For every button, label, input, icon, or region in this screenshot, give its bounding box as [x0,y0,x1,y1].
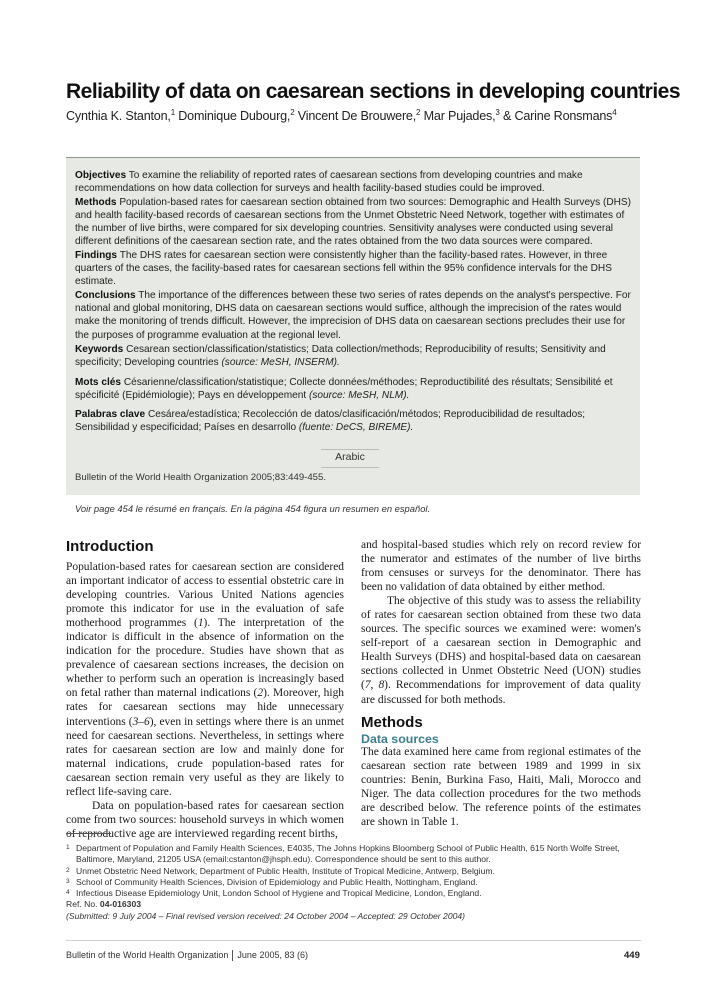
objectives-text: To examine the reliability of reported rates of caesarean sections from developing countries and make recommendations on how data collection for surveys and health facility-based studies could be improved. [75,170,583,195]
submission-dates: (Submitted: 9 July 2004 – Final revised version received: 24 October 2004 – Accepted: 29 October 2004) [66,910,466,921]
footnote-number: 1 [66,844,70,851]
issue-info: June 2005, 83 (6) [237,950,308,960]
reference-link[interactable]: 2 [257,687,264,700]
footnote [66,877,641,888]
footnote-text: Infectious Disease Epidemiology Unit, London School of Hygiene and Tropical Medicine, London, England. [76,888,482,899]
page-number: 449 [624,950,640,961]
footnote-text: Department of Population and Family Health Sciences, E4035, The Johns Hopkins Bloomberg School of Public Health, 615 North Wolfe Street, Baltimore, Maryland, 21205 USA (email:cstanton@jhsph.edu). Correspondence should be sent to this author. [76,843,620,865]
intro-paragraph: The objective of this study was to assess the reliability of rates for caesarean section obtained from these two data sources. The specific sources we examined were: women's self-report of a caesarean section in Demographic and Health Surveys (DHS) and hospital-based data on caesarean sections collected in Unmet Obstetric Need (UON) studies (7, 8). Recommendations for improvement of data quality are discussed for both methods. [361,595,641,706]
author-name: Vincent De Brouwere, [297,109,417,124]
ref-no-label: Ref. No. [66,899,98,910]
footnote [66,866,641,877]
footnote-text: School of Community Health Sciences, Division of Epidemiology and Public Health, Nottingham, England. [76,876,478,887]
conclusions-label: Conclusions [75,289,136,301]
footnote-number: 3 [66,877,70,885]
keywords-text: Cesarean section/classification/statistics; Data collection/methods; Reproducibility of results; Sensitivity and specificity; Developing countries [75,344,606,369]
introduction-heading: Introduction [66,538,154,555]
intro-paragraph: Data on population-based rates for caesarean section come from two sources: household surveys in which women of reproductive age are interviewed regarding recent births, [66,799,344,840]
footnote-divider [66,833,111,834]
footnote-number: 4 [66,889,70,897]
abstract-objectives [75,169,632,196]
right-column-top [361,538,641,707]
affiliation-marker: 1 [170,108,175,117]
article-title: Reliability of data on caesarean sections in developing countries [66,80,681,103]
intro-paragraph-continued: and hospital-based studies which rely on record review for the numerator and estimates of the number of live births from censuses or surveys for the denominator. There has been no validation of data obtained by either method. [361,539,641,594]
keywords-es [75,408,632,435]
reference-number [66,899,641,910]
author-list [66,108,676,123]
reference-link[interactable]: 8 [378,679,385,692]
keywords-source: (source: MeSH, INSERM). [221,357,340,369]
reference-link[interactable]: 7 [364,679,371,692]
methods-heading: Methods [361,714,423,731]
footnote-number: 2 [66,866,70,874]
author-name: Dominique Dubourg, [178,109,291,124]
keywords-section [75,343,632,441]
left-column [66,560,344,841]
author-name: & Carine Ronsmans [502,109,613,124]
footnote [66,888,641,899]
affiliation-marker: 2 [290,108,295,117]
affiliation-marker: 3 [495,108,500,117]
affiliation-marker: 2 [416,108,421,117]
footnote-text: Unmet Obstetric Need Network, Department of Public Health, Institute of Tropical Medicine, Antwerp, Belgium. [76,865,495,876]
footer-separator [232,950,233,961]
citation: Bulletin of the World Health Organization 2005;83:449-455. [75,472,327,483]
journal-name: Bulletin of the World Health Organization [66,950,229,960]
conclusions-text: The importance of the differences between these two series of rates depends on the analyst's perspective. For national and global monitoring, DHS data on caesarean sections would suffice, although the imprecision of the rates would make the monitoring of trends difficult. However, the imprecision of DHS data on caesarean sections precludes their use for the purposes of programme evaluation at the regional level. [75,289,631,341]
mots-cles-source: (source: MeSH, NLM). [308,389,410,401]
intro-paragraph: Population-based rates for caesarean section are considered an important indicator of access to essential obstetric care in developing countries. Various United Nations agencies promote this indicator for use in the evaluation of safe motherhood programmes (1). The interpretation of the indicator is difficult in the absence of information on the indication for the procedure. Studies have shown that as prevalence of caesarean sections increases, the decision on whether to perform such an operation is increasingly based on fetal rather than maternal indications (2). Moreover, high rates for caesarean sections may hide unnecessary interventions (3–6), even in settings where there is an unmet need for caesarean sections. Nevertheless, in settings where rates for caesarean section are low and mainly done for maternal indications, crude population-based rates for caesarean section remain very useful as they are likely to reflect life-saving care. [66,561,345,798]
findings-text: The DHS rates for caesarean section were consistently higher than the facility-based rates. However, in three quarters of the cases, the facility-based rates for caesarean sections fell within the 95% confidence intervals for the DHS estimate. [75,249,612,288]
arabic-abstract-link[interactable]: Arabic [321,451,379,468]
author-name: Cynthia K. Stanton, [66,109,171,124]
findings-label: Findings [75,249,118,261]
palabras-clave-source: (fuente: DeCS, BIREME). [298,422,414,434]
author-name: Mar Pujades, [423,109,496,124]
translation-note: Voir page 454 le résumé en français. En la página 454 figura un resumen en español. [75,503,431,514]
arabic-divider [321,449,379,450]
objectives-label: Objectives [75,170,127,181]
palabras-clave-text: Cesárea/estadística; Recolección de datos/clasificación/métodos; Reproducibilidad de resultados; Sensibilidad y especificidad; Países en desarrollo [75,409,586,434]
keywords-fr [75,376,632,403]
reference-link[interactable]: 3–6 [132,715,150,728]
abstract [75,169,632,342]
methods-text: Population-based rates for caesarean section obtained from two sources: Demographic and Health Surveys (DHS) and health facility-based records of caesarean sections from the Unmet Obstetric Need Network, together with estimates of the number of live births, were compared for six developing countries. Sensitivity analyses were conducted using several different definitions of the caesarean section rate, and the rates obtained from the two data sources were compared. [75,196,631,248]
affiliation-marker: 4 [612,108,617,117]
methods-paragraph: The data examined here came from regional estimates of the caesarean section rate between 1989 and 1999 in six countries: Benin, Burkina Faso, Haiti, Mali, Morocco and Niger. The data collection procedures for the two methods are described below. The reference points of the estimates are shown in Table 1. [361,746,641,829]
abstract-findings [75,249,632,289]
ref-no-value: 04-016303 [99,899,142,910]
reference-link[interactable]: 1 [197,617,204,630]
footnote [66,843,641,866]
running-footer [66,950,308,961]
mots-cles-text: Césarienne/classification/statistique; Collecte données/méthodes; Reproductibilité des résultats; Sensibilité et spécificité (Epidémiologie); Pays en développement [75,376,613,401]
keywords-en [75,343,632,370]
mots-cles-label: Mots clés [75,376,121,388]
data-sources-heading: Data sources [361,732,439,746]
abstract-conclusions [75,289,632,342]
palabras-clave-label: Palabras clave [75,409,146,421]
footnotes [66,843,641,922]
abstract-box [66,157,640,495]
abstract-methods [75,196,632,249]
right-column-methods [361,745,641,829]
footer-divider [66,940,641,941]
keywords-label: Keywords [75,344,124,355]
methods-label: Methods [75,196,117,208]
